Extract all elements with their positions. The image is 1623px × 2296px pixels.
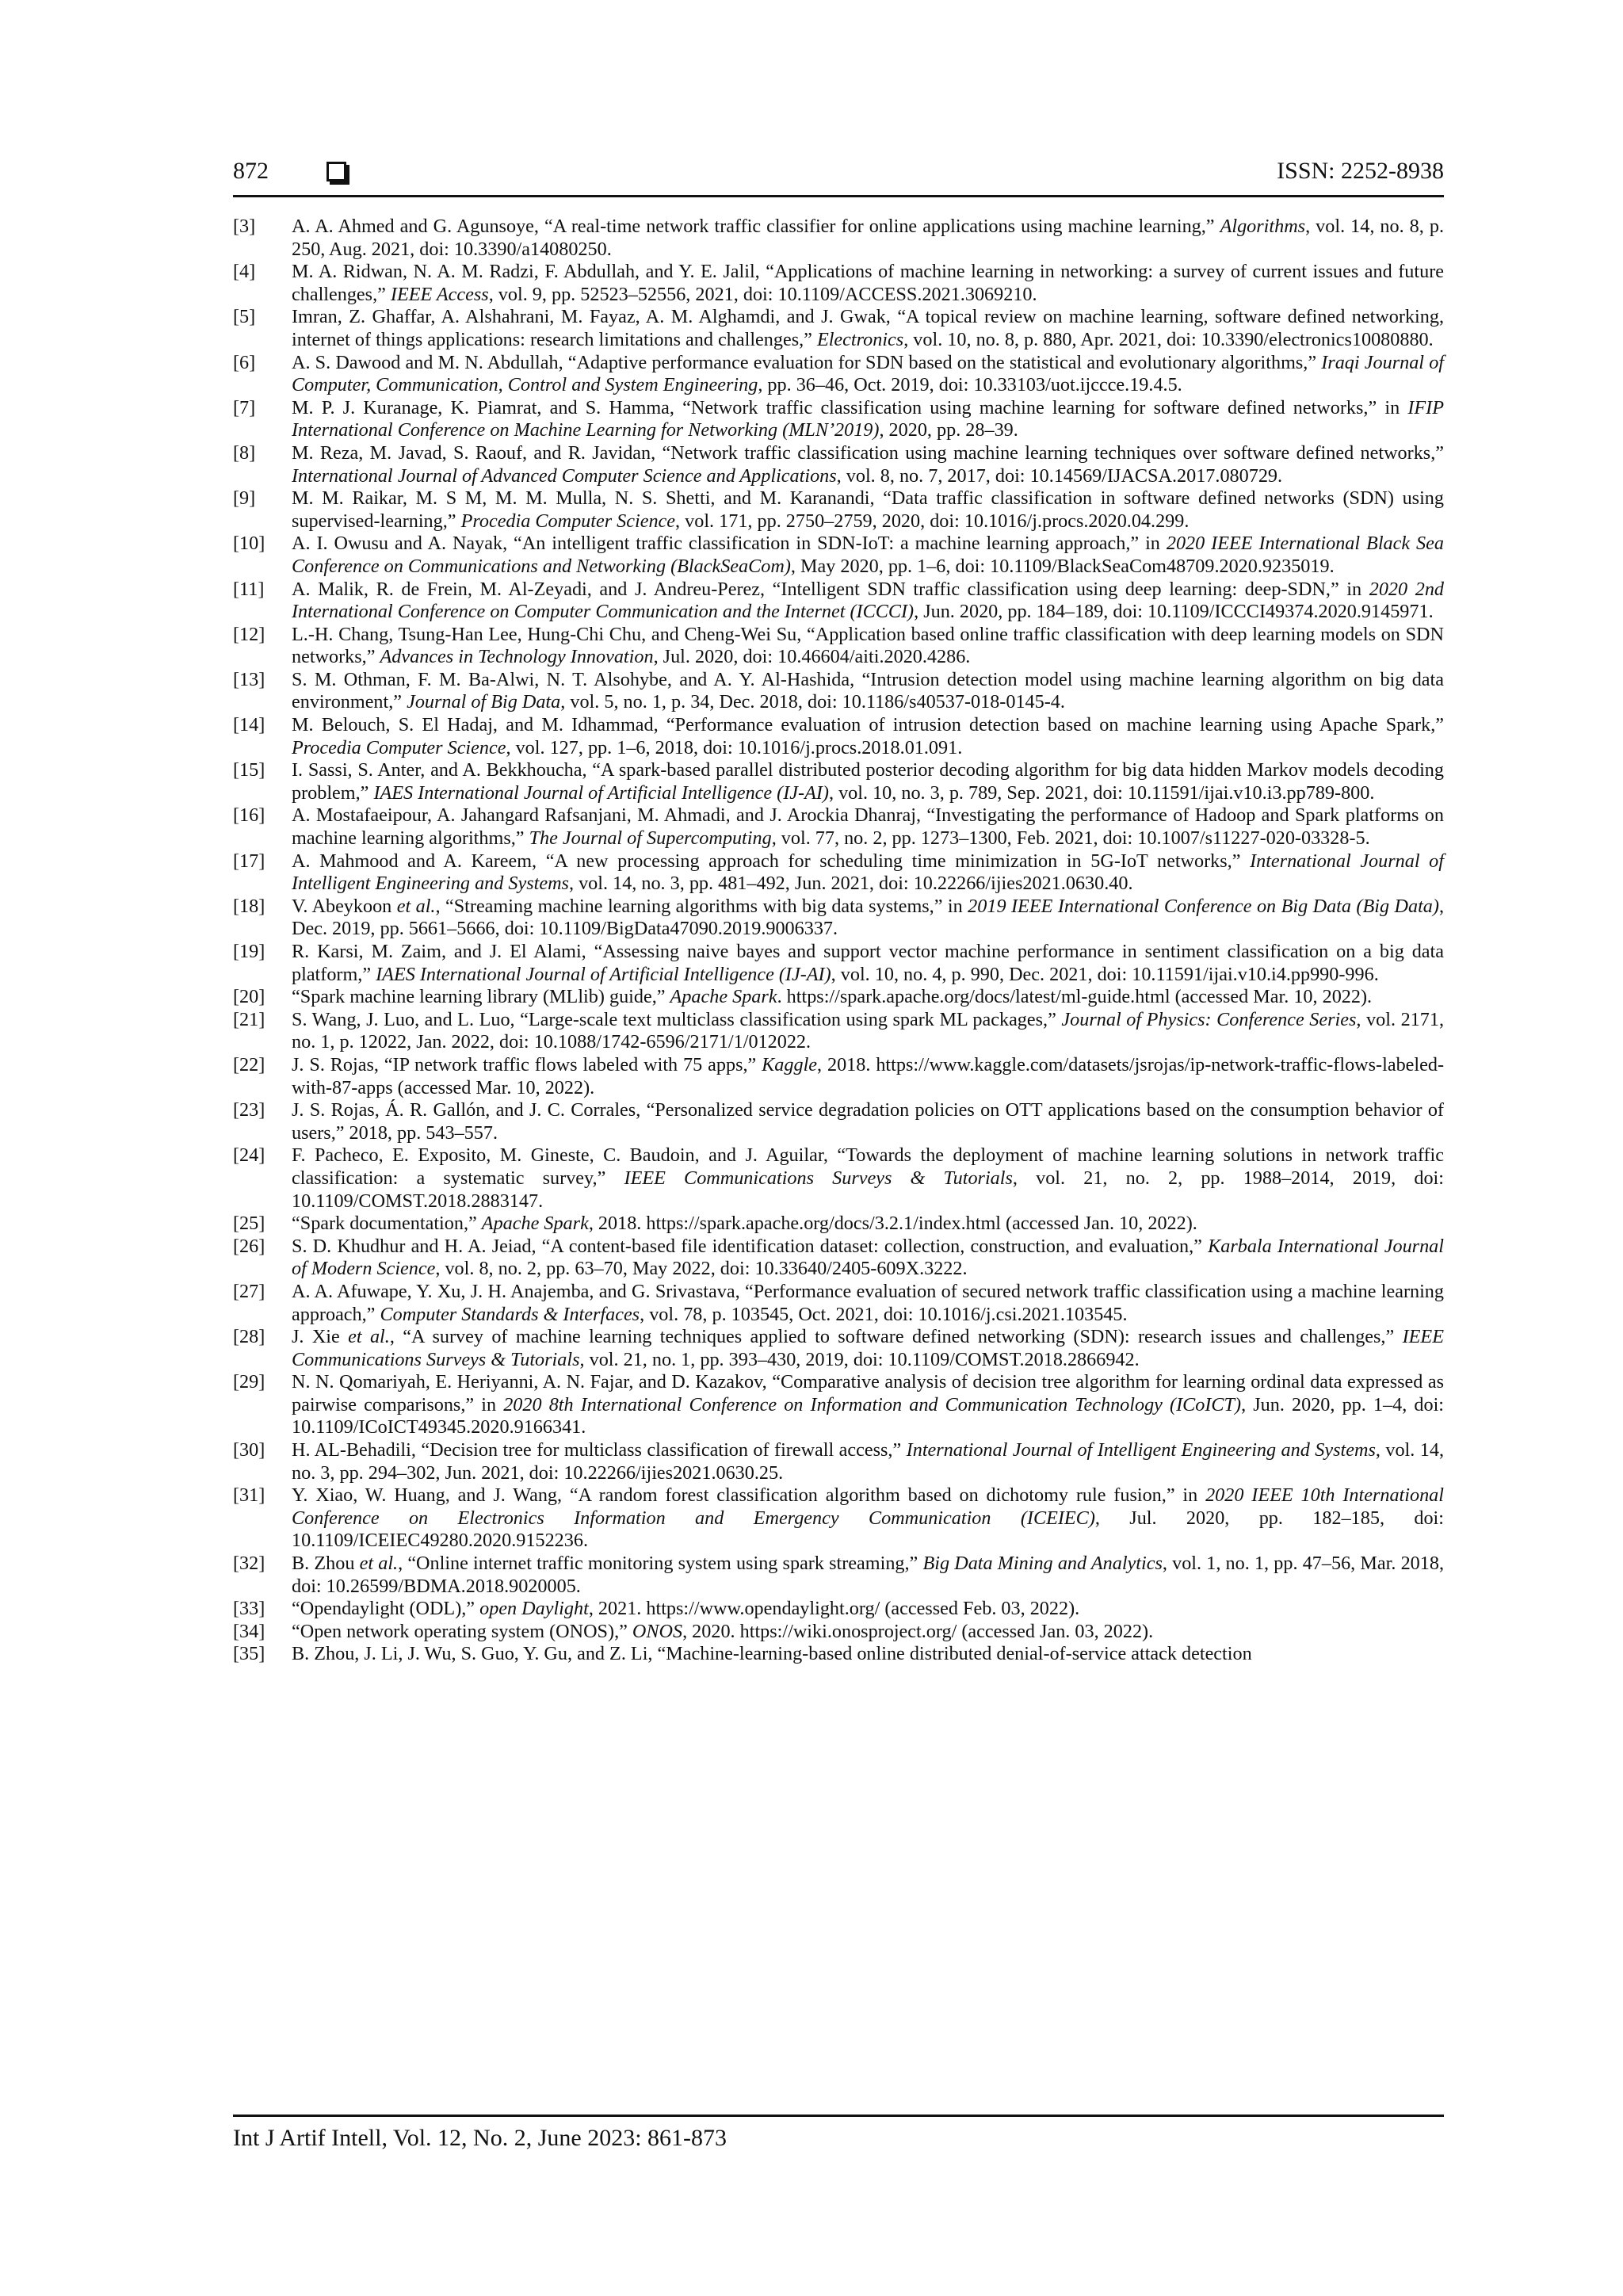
reference-item xyxy=(233,941,1444,986)
reference-italic-segment: Kaggle xyxy=(762,1053,818,1075)
reference-italic-segment: International Journal of Advanced Computer Science and Applications xyxy=(292,464,837,487)
reference-text xyxy=(292,1553,1444,1597)
reference-italic-segment: ONOS xyxy=(632,1620,683,1642)
reference-number: [5] xyxy=(233,306,256,328)
reference-text-segment: , vol. 8, no. 7, 2017, doi: 10.14569/IJACSA.2017.080729. xyxy=(836,464,1283,487)
reference-text-segment: A. I. Owusu and A. Nayak, “An intelligent traffic classification in SDN-IoT: a machine learning approach,” in xyxy=(292,533,1167,555)
reference-text xyxy=(292,759,1444,804)
reference-text xyxy=(292,306,1444,350)
reference-item xyxy=(233,1439,1444,1484)
reference-item xyxy=(233,397,1444,442)
reference-text xyxy=(292,896,1444,940)
reference-text-segment: Y. Xiao, W. Huang, and J. Wang, “A random forest classification algorithm based on dichotomy rule fusion,” in xyxy=(292,1484,1206,1507)
reference-text-segment: M. P. J. Kuranage, K. Piamrat, and S. Hamma, “Network traffic classification using machine learning for software defined networks,” in xyxy=(292,396,1408,418)
reference-number: [30] xyxy=(233,1439,265,1461)
reference-text-segment: R. Karsi, M. Zaim, and J. El Alami, “Assessing naive bayes and support vector machine performance in sentiment classification on a big data platform,” xyxy=(292,941,1444,985)
reference-item xyxy=(233,1099,1444,1144)
reference-item xyxy=(233,1326,1444,1371)
reference-italic-segment: Procedia Computer Science xyxy=(292,736,506,758)
reference-italic-segment: Algorithms xyxy=(1220,216,1306,237)
reference-text-segment: A. S. Dawood and M. N. Abdullah, “Adaptive performance evaluation for SDN based on the statistical and evolutionary algorithms,” xyxy=(292,351,1322,373)
reference-number: [8] xyxy=(233,441,256,464)
reference-italic-segment: 2020 2nd International Conference on Computer Communication and the Internet (ICCCI) xyxy=(292,578,1445,623)
reference-italic-segment: IEEE Communications Surveys & Tutorials xyxy=(292,1326,1444,1370)
reference-italic-segment: Apache Spark xyxy=(481,1213,589,1235)
issn-label: ISSN: 2252-8938 xyxy=(1277,158,1444,184)
reference-text-segment: , vol. 9, pp. 52523–52556, 2021, doi: 10.1109/ACCESS.2021.3069210. xyxy=(488,283,1037,305)
reference-item xyxy=(233,1281,1444,1326)
reference-italic-segment: Apache Spark xyxy=(670,986,777,1008)
reference-item xyxy=(233,1009,1444,1054)
reference-text xyxy=(292,487,1444,532)
reference-text-segment: , 2020. https://wiki.onosproject.org/ (accessed Jan. 03, 2022). xyxy=(682,1620,1154,1642)
reference-text-segment: , vol. 5, no. 1, p. 34, Dec. 2018, doi: 10.1186/s40537-018-0145-4. xyxy=(560,691,1065,713)
reference-text xyxy=(292,1621,1153,1642)
reference-number: [6] xyxy=(233,351,256,373)
reference-text-segment: L.-H. Chang, Tsung-Han Lee, Hung-Chi Chu, and Cheng-Wei Su, “Application based online traffic classification with deep learning models on SDN networks,” xyxy=(292,623,1444,668)
reference-number: [17] xyxy=(233,850,265,872)
reference-text-segment: Imran, Z. Ghaffar, A. Alshahrani, M. Fayaz, A. M. Alghamdi, and J. Gwak, “A topical review on machine learning, software defined networking, internet of things applications: research limitations and challenges,” xyxy=(292,306,1444,350)
reference-number: [9] xyxy=(233,487,256,510)
reference-text-segment: , vol. 10, no. 3, p. 789, Sep. 2021, doi: 10.11591/ijai.v10.i3.pp789-800. xyxy=(828,781,1375,804)
reference-item xyxy=(233,1621,1444,1644)
reference-text-segment: , 2021. https://www.opendaylight.org/ (accessed Feb. 03, 2022). xyxy=(588,1598,1080,1620)
reference-number: [31] xyxy=(233,1484,265,1507)
reference-number: [20] xyxy=(233,986,265,1008)
reference-text-segment: , 2020, pp. 28–39. xyxy=(879,419,1018,441)
reference-text xyxy=(292,714,1444,758)
reference-text-segment: B. Zhou, J. Li, J. Wu, S. Guo, Y. Gu, and Z. Li, “Machine-learning-based online distributed denial-of-service attack detection xyxy=(292,1643,1252,1665)
reference-text-segment: , “A survey of machine learning techniques applied to software defined networking (SDN): research issues and challenges,” xyxy=(389,1326,1403,1348)
reference-italic-segment: Karbala International Journal of Modern Science xyxy=(292,1235,1444,1280)
reference-item xyxy=(233,306,1444,351)
reference-text xyxy=(292,352,1444,396)
reference-italic-segment: et al. xyxy=(359,1553,399,1575)
reference-text-segment: , Jun. 2020, pp. 184–189, doi: 10.1109/ICCCI49374.2020.9145971. xyxy=(914,601,1434,623)
reference-text-segment: M. A. Ridwan, N. A. M. Radzi, F. Abdullah, and Y. E. Jalil, “Applications of machine learning in networking: a survey of current issues and future challenges,” xyxy=(292,261,1444,305)
reference-text xyxy=(292,804,1444,849)
reference-text-segment: S. M. Othman, F. M. Ba-Alwi, N. T. Alsohybe, and A. Y. Al-Hashida, “Intrusion detection model using machine learning algorithm on big data environment,” xyxy=(292,668,1444,713)
reference-italic-segment: IEEE Access xyxy=(390,283,489,305)
reference-number: [11] xyxy=(233,578,265,600)
reference-number: [7] xyxy=(233,396,256,418)
reference-text xyxy=(292,669,1444,713)
reference-italic-segment: IEEE Communications Surveys & Tutorials xyxy=(624,1167,1013,1189)
reference-italic-segment: Big Data Mining and Analytics xyxy=(922,1553,1163,1575)
reference-text-segment: “Opendaylight (ODL),” xyxy=(292,1598,480,1620)
reference-text xyxy=(292,579,1444,623)
reference-text-segment: , vol. 77, no. 2, pp. 1273–1300, Feb. 2021, doi: 10.1007/s11227-020-03328-5. xyxy=(771,827,1370,850)
reference-item xyxy=(233,759,1444,804)
reference-number: [22] xyxy=(233,1053,265,1075)
reference-item xyxy=(233,804,1444,850)
reference-italic-segment: Journal of Physics: Conference Series xyxy=(1061,1008,1357,1030)
reference-item xyxy=(233,1553,1444,1598)
reference-text-segment: V. Abeykoon xyxy=(292,895,397,917)
reference-item xyxy=(233,1484,1444,1553)
reference-text xyxy=(292,1326,1444,1370)
reference-text xyxy=(292,1643,1252,1664)
reference-item xyxy=(233,1236,1444,1281)
reference-text-segment: , vol. 78, p. 103545, Oct. 2021, doi: 10.1016/j.csi.2021.103545. xyxy=(640,1303,1128,1325)
reference-text-segment: J. S. Rojas, “IP network traffic flows labeled with 75 apps,” xyxy=(292,1053,762,1075)
reference-text xyxy=(292,1054,1444,1098)
reference-text xyxy=(292,941,1444,985)
reference-list xyxy=(233,216,1444,1666)
reference-text-segment: J. S. Rojas, Á. R. Gallón, and J. C. Corrales, “Personalized service degradation policies on OTT applications based on the consumption behavior of users,” 2018, pp. 543–557. xyxy=(292,1099,1444,1144)
reference-text-segment: “Open network operating system (ONOS),” xyxy=(292,1620,632,1642)
reference-text-segment: , vol. 127, pp. 1–6, 2018, doi: 10.1016/j.procs.2018.01.091. xyxy=(506,736,963,758)
reference-text-segment: . https://spark.apache.org/docs/latest/ml-guide.html (accessed Mar. 10, 2022). xyxy=(777,986,1373,1008)
reference-text-segment: J. Xie xyxy=(292,1326,349,1348)
reference-number: [33] xyxy=(233,1598,265,1620)
reference-item xyxy=(233,352,1444,397)
reference-text-segment: A. Mahmood and A. Kareem, “A new processing approach for scheduling time minimization in 5G-IoT networks,” xyxy=(292,850,1251,872)
reference-text-segment: , Jun. 2020, pp. 1–4, doi: 10.1109/ICoICT49345.2020.9166341. xyxy=(292,1393,1445,1438)
reference-text-segment: , vol. 2171, no. 1, p. 12022, Jan. 2022, doi: 10.1088/1742-6596/2171/1/012022. xyxy=(292,1008,1444,1053)
reference-text xyxy=(292,261,1444,305)
reference-item xyxy=(233,714,1444,759)
reference-italic-segment: IAES International Journal of Artificial Intelligence (IJ-AI) xyxy=(373,781,829,804)
reference-text xyxy=(292,1439,1444,1484)
reference-text xyxy=(292,1371,1444,1438)
reference-italic-segment: The Journal of Supercomputing xyxy=(529,827,772,850)
reference-text-segment: H. AL-Behadili, “Decision tree for multiclass classification of firewall access,” xyxy=(292,1439,907,1461)
reference-text xyxy=(292,1009,1444,1053)
reference-item xyxy=(233,669,1444,714)
reference-item xyxy=(233,1371,1444,1439)
reference-text-segment: , Dec. 2019, pp. 5661–5666, doi: 10.1109/BigData47090.2019.9006337. xyxy=(292,895,1444,940)
reference-item xyxy=(233,216,1444,261)
footer-rule xyxy=(233,2115,1444,2117)
reference-italic-segment: 2019 IEEE International Conference on Big Data (Big Data) xyxy=(968,895,1439,917)
reference-italic-segment: Journal of Big Data xyxy=(407,691,561,713)
reference-text-segment: M. M. Raikar, M. S M, M. M. Mulla, N. S. Shetti, and M. Karanandi, “Data traffic classification in software defined networks (SDN) using supervised-learning,” xyxy=(292,487,1444,532)
reference-italic-segment: open Daylight xyxy=(479,1598,589,1620)
reference-number: [34] xyxy=(233,1620,265,1642)
reference-item xyxy=(233,1054,1444,1099)
reference-italic-segment: 2020 IEEE 10th International Conference on Electronics Information and Emergency Communication (ICEIEC) xyxy=(292,1484,1444,1529)
reference-number: [16] xyxy=(233,804,265,827)
reference-italic-segment: 2020 8th International Conference on Information and Communication Technology (ICoICT) xyxy=(503,1393,1242,1415)
reference-item xyxy=(233,1213,1444,1236)
reference-text-segment: , “Streaming machine learning algorithms with big data systems,” in xyxy=(435,895,968,917)
reference-text xyxy=(292,1213,1197,1234)
reference-number: [32] xyxy=(233,1553,265,1575)
reference-text xyxy=(292,1598,1079,1619)
reference-number: [3] xyxy=(233,216,256,237)
reference-text-segment: N. N. Qomariyah, E. Heriyanni, A. N. Fajar, and D. Kazakov, “Comparative analysis of decision tree algorithm for learning ordinal data expressed as pairwise comparisons,” in xyxy=(292,1371,1444,1415)
reference-item xyxy=(233,1144,1444,1213)
reference-italic-segment: IAES International Journal of Artificial Intelligence (IJ-AI) xyxy=(376,963,831,985)
reference-text-segment: I. Sassi, S. Anter, and A. Bekkhoucha, “A spark-based parallel distributed posterior decoding algorithm for big data hidden Markov models decoding problem,” xyxy=(292,759,1444,804)
reference-item xyxy=(233,986,1444,1009)
reference-item xyxy=(233,533,1444,578)
reference-text-segment: , vol. 14, no. 8, p. 250, Aug. 2021, doi: 10.3390/a14080250. xyxy=(292,216,1444,260)
reference-text-segment: , Jul. 2020, doi: 10.46604/aiti.2020.4286. xyxy=(653,646,971,668)
reference-text xyxy=(292,1099,1444,1144)
reference-item xyxy=(233,1643,1444,1666)
reference-item xyxy=(233,850,1444,896)
reference-number: [14] xyxy=(233,714,265,736)
reference-number: [21] xyxy=(233,1008,265,1030)
reference-text xyxy=(292,216,1444,260)
header-rule xyxy=(233,195,1444,197)
reference-text-segment: A. Mostafaeipour, A. Jahangard Rafsanjani, M. Ahmadi, and J. Arockia Dhanraj, “Investigating the performance of Hadoop and Spark platforms on machine learning algorithms,” xyxy=(292,804,1444,850)
reference-text-segment: , vol. 171, pp. 2750–2759, 2020, doi: 10.1016/j.procs.2020.04.299. xyxy=(675,510,1190,532)
reference-text xyxy=(292,533,1444,577)
reference-text-segment: B. Zhou xyxy=(292,1553,360,1575)
reference-italic-segment: IFIP International Conference on Machine Learning for Networking (MLN’2019) xyxy=(292,396,1444,441)
page-footer: Int J Artif Intell, Vol. 12, No. 2, June 2023: 861-873 xyxy=(233,2125,727,2151)
reference-number: [10] xyxy=(233,533,265,555)
reference-text xyxy=(292,1236,1444,1280)
reference-item xyxy=(233,1598,1444,1621)
reference-item xyxy=(233,579,1444,624)
page-number: 872 xyxy=(233,158,269,184)
reference-text xyxy=(292,1281,1444,1325)
reference-text-segment: A. A. Afuwape, Y. Xu, J. H. Anajemba, and G. Srivastava, “Performance evaluation of secured network traffic classification using a machine learning approach,” xyxy=(292,1280,1444,1325)
reference-item xyxy=(233,487,1444,533)
reference-text-segment: A. Malik, R. de Frein, M. Al-Zeyadi, and J. Andreu-Perez, “Intelligent SDN traffic classification using deep learning: deep-SDN,” in xyxy=(292,578,1369,600)
reference-text-segment: M. Reza, M. Javad, S. Raouf, and R. Javidan, “Network traffic classification using machine learning techniques over software defined networks,” xyxy=(292,441,1444,464)
reference-number: [12] xyxy=(233,623,265,645)
reference-text xyxy=(292,1484,1444,1551)
reference-text-segment: , May 2020, pp. 1–6, doi: 10.1109/BlackSeaCom48709.2020.9235019. xyxy=(790,555,1335,577)
reference-text-segment: , vol. 21, no. 1, pp. 393–430, 2019, doi: 10.1109/COMST.2018.2866942. xyxy=(579,1348,1140,1370)
reference-number: [25] xyxy=(233,1213,265,1235)
reference-text xyxy=(292,397,1444,441)
reference-text-segment: F. Pacheco, E. Exposito, M. Gineste, C. Baudoin, and J. Aguilar, “Towards the deployment of machine learning solutions in network traffic classification: a systematic survey,” xyxy=(292,1144,1444,1189)
reference-item xyxy=(233,261,1444,306)
reference-italic-segment: Electronics xyxy=(816,328,904,350)
reference-number: [26] xyxy=(233,1235,265,1257)
reference-text-segment: , 2018. https://spark.apache.org/docs/3.2.1/index.html (accessed Jan. 10, 2022). xyxy=(588,1213,1197,1235)
reference-text-segment: , 2018. https://www.kaggle.com/datasets/jsrojas/ip-network-traffic-flows-labeled-with-87-apps (accessed Mar. 10, 2022). xyxy=(292,1053,1445,1098)
reference-italic-segment: International Journal of Intelligent Engineering and Systems xyxy=(292,850,1444,895)
reference-number: [35] xyxy=(233,1643,265,1665)
reference-text-segment: , Jul. 2020, pp. 182–185, doi: 10.1109/ICEIEC49280.2020.9152236. xyxy=(292,1507,1444,1552)
reference-text xyxy=(292,624,1444,668)
reference-number: [13] xyxy=(233,668,265,690)
page-header xyxy=(233,154,1444,189)
reference-item xyxy=(233,442,1444,487)
reference-text xyxy=(292,850,1444,895)
reference-number: [28] xyxy=(233,1326,265,1348)
reference-italic-segment: 2020 IEEE International Black Sea Conference on Communications and Networking (BlackSeaCom) xyxy=(292,533,1444,577)
reference-italic-segment: Advances in Technology Innovation xyxy=(380,646,654,668)
reference-text xyxy=(292,442,1444,487)
reference-item xyxy=(233,896,1444,941)
reference-text-segment: , vol. 10, no. 4, p. 990, Dec. 2021, doi: 10.11591/ijai.v10.i4.pp990-996. xyxy=(831,963,1379,985)
reference-text-segment: “Spark documentation,” xyxy=(292,1213,482,1235)
reference-italic-segment: et al. xyxy=(348,1326,390,1348)
reference-number: [24] xyxy=(233,1144,265,1167)
reference-text-segment: M. Belouch, S. El Hadaj, and M. Idhammad, “Performance evaluation of intrusion detection based on machine learning using Apache Spark,” xyxy=(292,714,1444,736)
reference-text-segment: , “Online internet traffic monitoring system using spark streaming,” xyxy=(398,1553,923,1575)
reference-italic-segment: Computer Standards & Interfaces xyxy=(380,1303,640,1325)
reference-number: [15] xyxy=(233,759,265,781)
reference-text-segment: , vol. 14, no. 3, pp. 481–492, Jun. 2021, doi: 10.22266/ijies2021.0630.40. xyxy=(568,873,1133,895)
reference-text-segment: “Spark machine learning library (MLlib) guide,” xyxy=(292,986,670,1008)
reference-number: [4] xyxy=(233,261,256,283)
reference-text-segment: , vol. 14, no. 3, pp. 294–302, Jun. 2021, doi: 10.22266/ijies2021.0630.25. xyxy=(292,1439,1444,1484)
reference-text-segment: , vol. 1, no. 1, pp. 47–56, Mar. 2018, doi: 10.26599/BDMA.2018.9020005. xyxy=(292,1553,1444,1597)
reference-italic-segment: Procedia Computer Science xyxy=(460,510,676,532)
reference-text-segment: , vol. 21, no. 2, pp. 1988–2014, 2019, doi: 10.1109/COMST.2018.2883147. xyxy=(292,1167,1444,1212)
reference-text-segment: , vol. 8, no. 2, pp. 63–70, May 2022, doi: 10.33640/2405-609X.3222. xyxy=(435,1258,968,1280)
reference-text xyxy=(292,986,1372,1007)
reference-italic-segment: International Journal of Intelligent Engineering and Systems xyxy=(906,1439,1376,1461)
reference-item xyxy=(233,624,1444,669)
reference-number: [18] xyxy=(233,895,265,917)
reference-number: [27] xyxy=(233,1280,265,1302)
reference-italic-segment: et al. xyxy=(396,895,436,917)
square-bullet-icon xyxy=(327,162,346,181)
reference-number: [29] xyxy=(233,1371,265,1393)
reference-text xyxy=(292,1144,1444,1211)
reference-italic-segment: Iraqi Journal of Computer, Communication, Control and System Engineering xyxy=(292,351,1445,396)
reference-text-segment: , vol. 10, no. 8, p. 880, Apr. 2021, doi: 10.3390/electronics10080880. xyxy=(903,328,1434,350)
reference-number: [23] xyxy=(233,1099,265,1121)
reference-text-segment: S. D. Khudhur and H. A. Jeiad, “A content-based file identification dataset: collection, construction, and evaluation,” xyxy=(292,1235,1209,1257)
reference-text-segment: , pp. 36–46, Oct. 2019, doi: 10.33103/uot.ijccce.19.4.5. xyxy=(758,374,1182,396)
reference-text-segment: S. Wang, J. Luo, and L. Luo, “Large-scale text multiclass classification using spark ML packages,” xyxy=(292,1008,1062,1030)
reference-text-segment: A. A. Ahmed and G. Agunsoye, “A real-time network traffic classifier for online applications using machine learning,” xyxy=(292,216,1220,237)
reference-number: [19] xyxy=(233,941,265,962)
